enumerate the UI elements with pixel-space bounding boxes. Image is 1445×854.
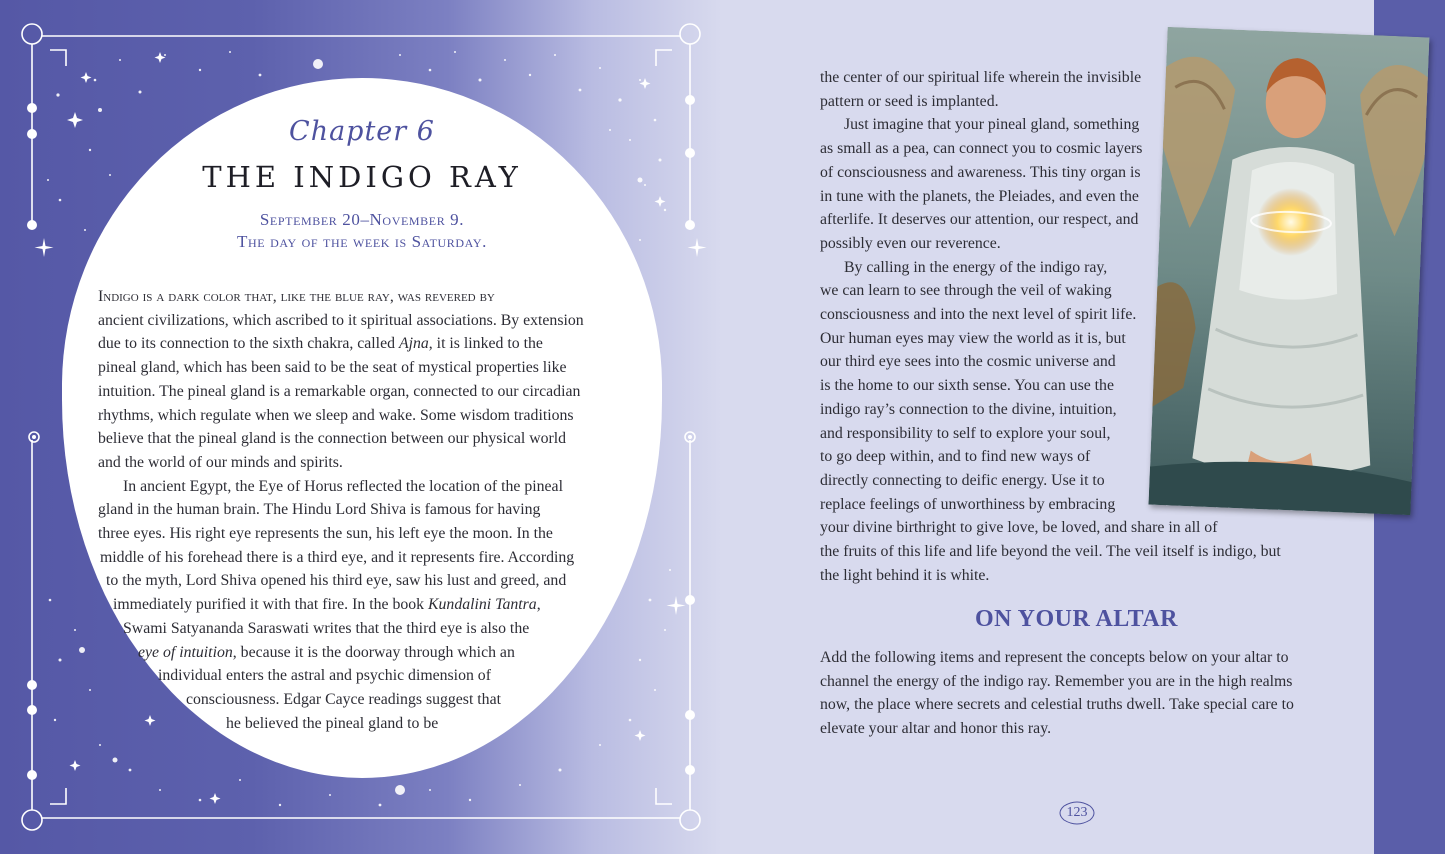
- text-line: Indigo is a dark color that, like the blue ray, was revered by: [98, 288, 495, 305]
- text-line: the fruits of this life and life beyond the veil. The veil itself is indigo, but: [820, 543, 1281, 561]
- chapter-title: THE INDIGO RAY: [202, 160, 522, 194]
- text-line: consciousness. Edgar Cayce readings suggest that: [186, 690, 501, 708]
- text-line: and responsibility to self to explore your soul,: [820, 424, 1111, 442]
- text-line: channel the energy of the indigo ray. Remember you are in the high realms: [820, 672, 1293, 690]
- text-line: the center of our spiritual life wherein the invisible: [820, 69, 1142, 86]
- chapter-label: Chapter 6: [289, 116, 435, 147]
- chapter-subtitle: [62, 209, 662, 253]
- text-line: replace feelings of unworthiness by embracing: [820, 495, 1116, 513]
- text-line: ancient civilizations, which ascribed to it spiritual associations. By extension: [98, 311, 584, 329]
- left-body-text: [98, 285, 628, 735]
- text-fragment: ,: [536, 596, 541, 614]
- altar-body-text: [820, 646, 1350, 741]
- day-of-week: The day of the week is Saturday.: [237, 232, 487, 251]
- text-line: Our human eyes may view the world as it is, but: [820, 329, 1126, 347]
- text-line: rhythms, which regulate when we sleep and wake. Some wisdom traditions: [98, 406, 574, 424]
- text-line: afterlife. It deserves our attention, our respect, and: [820, 211, 1139, 229]
- page-number-badge: [1056, 800, 1098, 826]
- italic-title: Kundalini Tantra: [427, 596, 537, 614]
- text-line: possibly even our reverence.: [820, 234, 1001, 252]
- text-line: we can learn to see through the veil of waking: [820, 282, 1112, 300]
- text-line: [98, 332, 628, 356]
- text-fragment: due to its connection to the sixth chakra, called: [98, 335, 399, 353]
- altar-heading: ON YOUR ALTAR: [975, 606, 1178, 632]
- text-line: directly connecting to deific energy. Use it to: [820, 471, 1105, 489]
- text-line: three eyes. His right eye represents the sun, his left eye the moon. In the: [98, 525, 553, 543]
- text-line: our third eye sees into the cosmic universe and: [820, 353, 1116, 371]
- text-line: he believed the pineal gland to be: [226, 714, 439, 732]
- text-fragment: immediately purified it with that fire. In the book: [113, 596, 428, 614]
- text-line: now, the place where secrets and celestial truths dwell. Take special care to: [820, 696, 1294, 714]
- right-body-text: [820, 66, 1340, 587]
- text-line: and the world of our minds and spirits.: [98, 453, 343, 471]
- text-line: [98, 593, 628, 617]
- italic-term: Ajna: [398, 335, 429, 353]
- page-number: 123: [1066, 805, 1088, 820]
- text-line: as small as a pea, can connect you to cosmic layers: [820, 140, 1143, 158]
- text-line: in tune with the planets, the Pleiades, and even the: [820, 187, 1139, 205]
- text-line: Swami Satyananda Saraswati writes that the third eye is also the: [123, 619, 530, 637]
- text-line: In ancient Egypt, the Eye of Horus reflected the location of the pineal: [123, 477, 563, 495]
- text-line: to go deep within, and to find new ways of: [820, 448, 1091, 466]
- text-line: By calling in the energy of the indigo ray,: [844, 258, 1108, 276]
- text-line: elevate your altar and honor this ray.: [820, 720, 1052, 738]
- text-line: consciousness and into the next level of spirit life.: [820, 306, 1137, 324]
- text-fragment: , it is linked to the: [428, 335, 543, 353]
- text-line: individual enters the astral and psychic dimension of: [158, 667, 491, 685]
- text-fragment: , because it is the doorway through which an: [232, 643, 515, 661]
- text-line: Just imagine that your pineal gland, something: [844, 116, 1140, 134]
- text-line: middle of his forehead there is a third eye, and it represents fire. According: [100, 548, 575, 566]
- italic-term: eye of intuition: [138, 643, 233, 661]
- text-line: indigo ray’s connection to the divine, intuition,: [820, 400, 1117, 418]
- text-line: gland in the human brain. The Hindu Lord Shiva is famous for having: [98, 501, 541, 519]
- text-line: your divine birthright to give love, be loved, and share in all of: [820, 519, 1218, 537]
- date-range: September 20–November 9.: [259, 210, 465, 229]
- text-line: the light behind it is white.: [820, 566, 990, 584]
- text-line: intuition. The pineal gland is a remarkable organ, connected to our circadian: [98, 382, 581, 400]
- text-line: pattern or seed is implanted.: [820, 92, 999, 110]
- text-line: to the myth, Lord Shiva opened his third eye, saw his lust and greed, and: [106, 572, 567, 590]
- text-line: pineal gland, which has been said to be the seat of mystical properties like: [98, 359, 567, 377]
- text-line: of consciousness and awareness. This tiny organ is: [820, 163, 1141, 181]
- text-line: is the home to our sixth sense. You can use the: [820, 377, 1114, 395]
- text-line: believe that the pineal gland is the connection between our physical world: [98, 430, 567, 448]
- text-line: Add the following items and represent the concepts below on your altar to: [820, 649, 1289, 666]
- text-line: [98, 641, 628, 665]
